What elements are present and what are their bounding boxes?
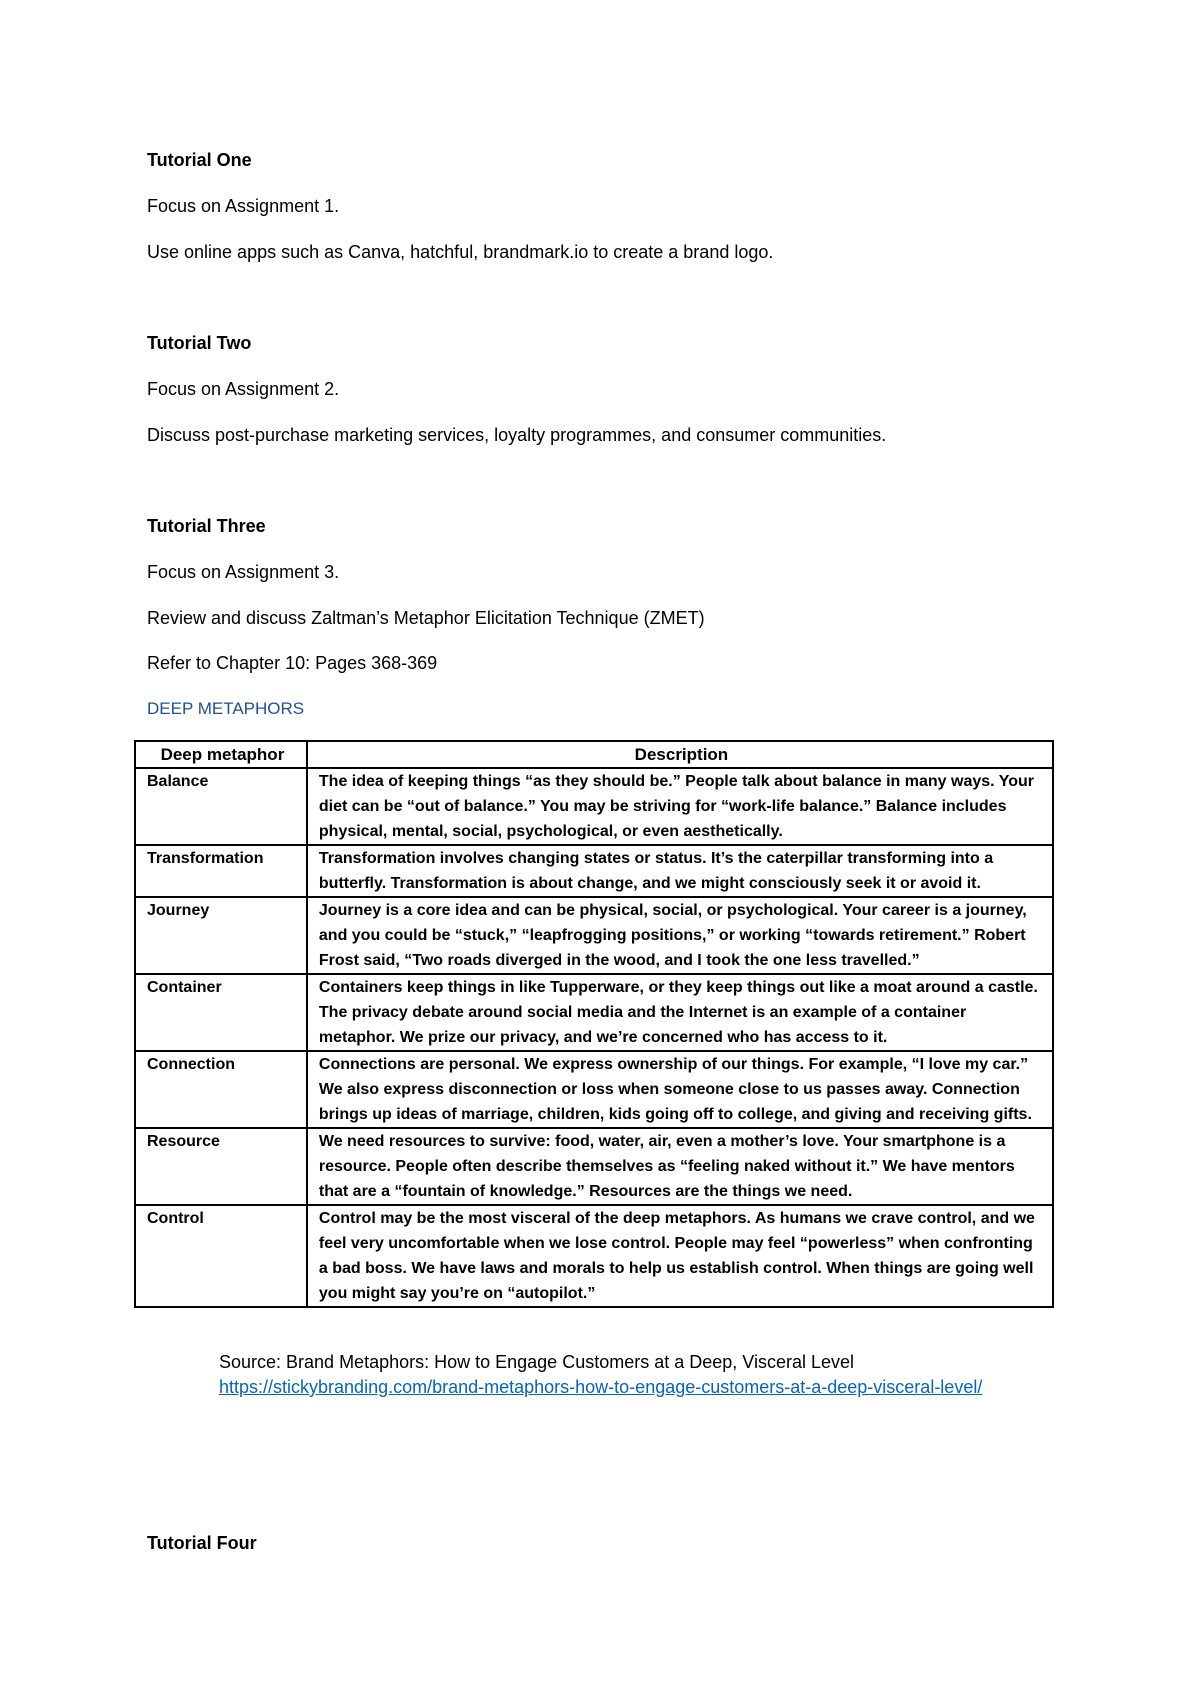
tutorial-one-focus: Focus on Assignment 1. [147,196,340,216]
table-row [135,1128,1053,1205]
description-cell: We need resources to survive: food, water, air, even a mother’s love. Your smartphone is a resource. People often describe themselves as “feeling naked without it.” We have mentors that are a “fountain of knowledge.” Resources are the things we need. [307,1128,1053,1205]
tutorial-two-task: Discuss post-purchase marketing services, loyalty programmes, and consumer communities. [147,425,887,445]
metaphor-cell: Connection [135,1051,307,1128]
metaphor-cell: Control [135,1205,307,1307]
tutorial-one-heading: Tutorial One [147,150,252,170]
tutorial-three-task: Review and discuss Zaltman’s Metaphor Elicitation Technique (ZMET) [147,608,705,628]
deep-metaphors-table [134,740,1054,1308]
deep-metaphors-title: DEEP METAPHORS [147,699,305,718]
source-link[interactable]: https://stickybranding.com/brand-metaphors-how-to-engage-customers-at-a-deep-visceral-level/ [219,1377,983,1397]
tutorial-three-refer: Refer to Chapter 10: Pages 368-369 [147,653,438,673]
table-row [135,897,1053,974]
table-header-row [135,741,1053,768]
table-row [135,1051,1053,1128]
metaphor-cell: Journey [135,897,307,974]
table-row [135,974,1053,1051]
tutorial-two-focus: Focus on Assignment 2. [147,379,340,399]
description-cell: Transformation involves changing states or status. It’s the caterpillar transforming into a butterfly. Transformation is about change, and we might consciously seek it or avoid it. [307,845,1053,897]
table-row [135,1205,1053,1307]
description-cell: Journey is a core idea and can be physical, social, or psychological. Your career is a journey, and you could be “stuck,” “leapfrogging positions,” or working “towards retirement.” Robert Frost said, “Two roads diverged in the wood, and I took the one less travelled.” [307,897,1053,974]
tutorial-three-heading: Tutorial Three [147,516,266,536]
tutorial-two-heading: Tutorial Two [147,333,252,353]
header-deep-metaphor: Deep metaphor [135,741,307,768]
metaphor-cell: Container [135,974,307,1051]
tutorial-one-task: Use online apps such as Canva, hatchful, brandmark.io to create a brand logo. [147,242,774,262]
description-cell: The idea of keeping things “as they should be.” People talk about balance in many ways. Your diet can be “out of balance.” You may be striving for “work-life balance.” Balance includes physical, mental, social, psychological, or even aesthetically. [307,768,1053,845]
header-description: Description [307,741,1053,768]
metaphor-cell: Balance [135,768,307,845]
tutorial-three-focus: Focus on Assignment 3. [147,562,340,582]
description-cell: Containers keep things in like Tupperware, or they keep things out like a moat around a castle. The privacy debate around social media and the Internet is an example of a container metaphor. We prize our privacy, and we’re concerned who has access to it. [307,974,1053,1051]
table-row [135,845,1053,897]
metaphor-cell: Transformation [135,845,307,897]
table-row [135,768,1053,845]
tutorial-four-heading: Tutorial Four [147,1533,257,1553]
source-block [219,1350,1069,1400]
source-text: Source: Brand Metaphors: How to Engage Customers at a Deep, Visceral Level [219,1352,855,1372]
metaphor-cell: Resource [135,1128,307,1205]
description-cell: Control may be the most visceral of the deep metaphors. As humans we crave control, and we feel very uncomfortable when we lose control. People may feel “powerless” when confronting a bad boss. We have laws and morals to help us establish control. When things are going well you might say you’re on “autopilot.” [307,1205,1053,1307]
description-cell: Connections are personal. We express ownership of our things. For example, “I love my car.” We also express disconnection or loss when someone close to us passes away. Connection brings up ideas of marriage, children, kids going off to college, and giving and receiving gifts. [307,1051,1053,1128]
